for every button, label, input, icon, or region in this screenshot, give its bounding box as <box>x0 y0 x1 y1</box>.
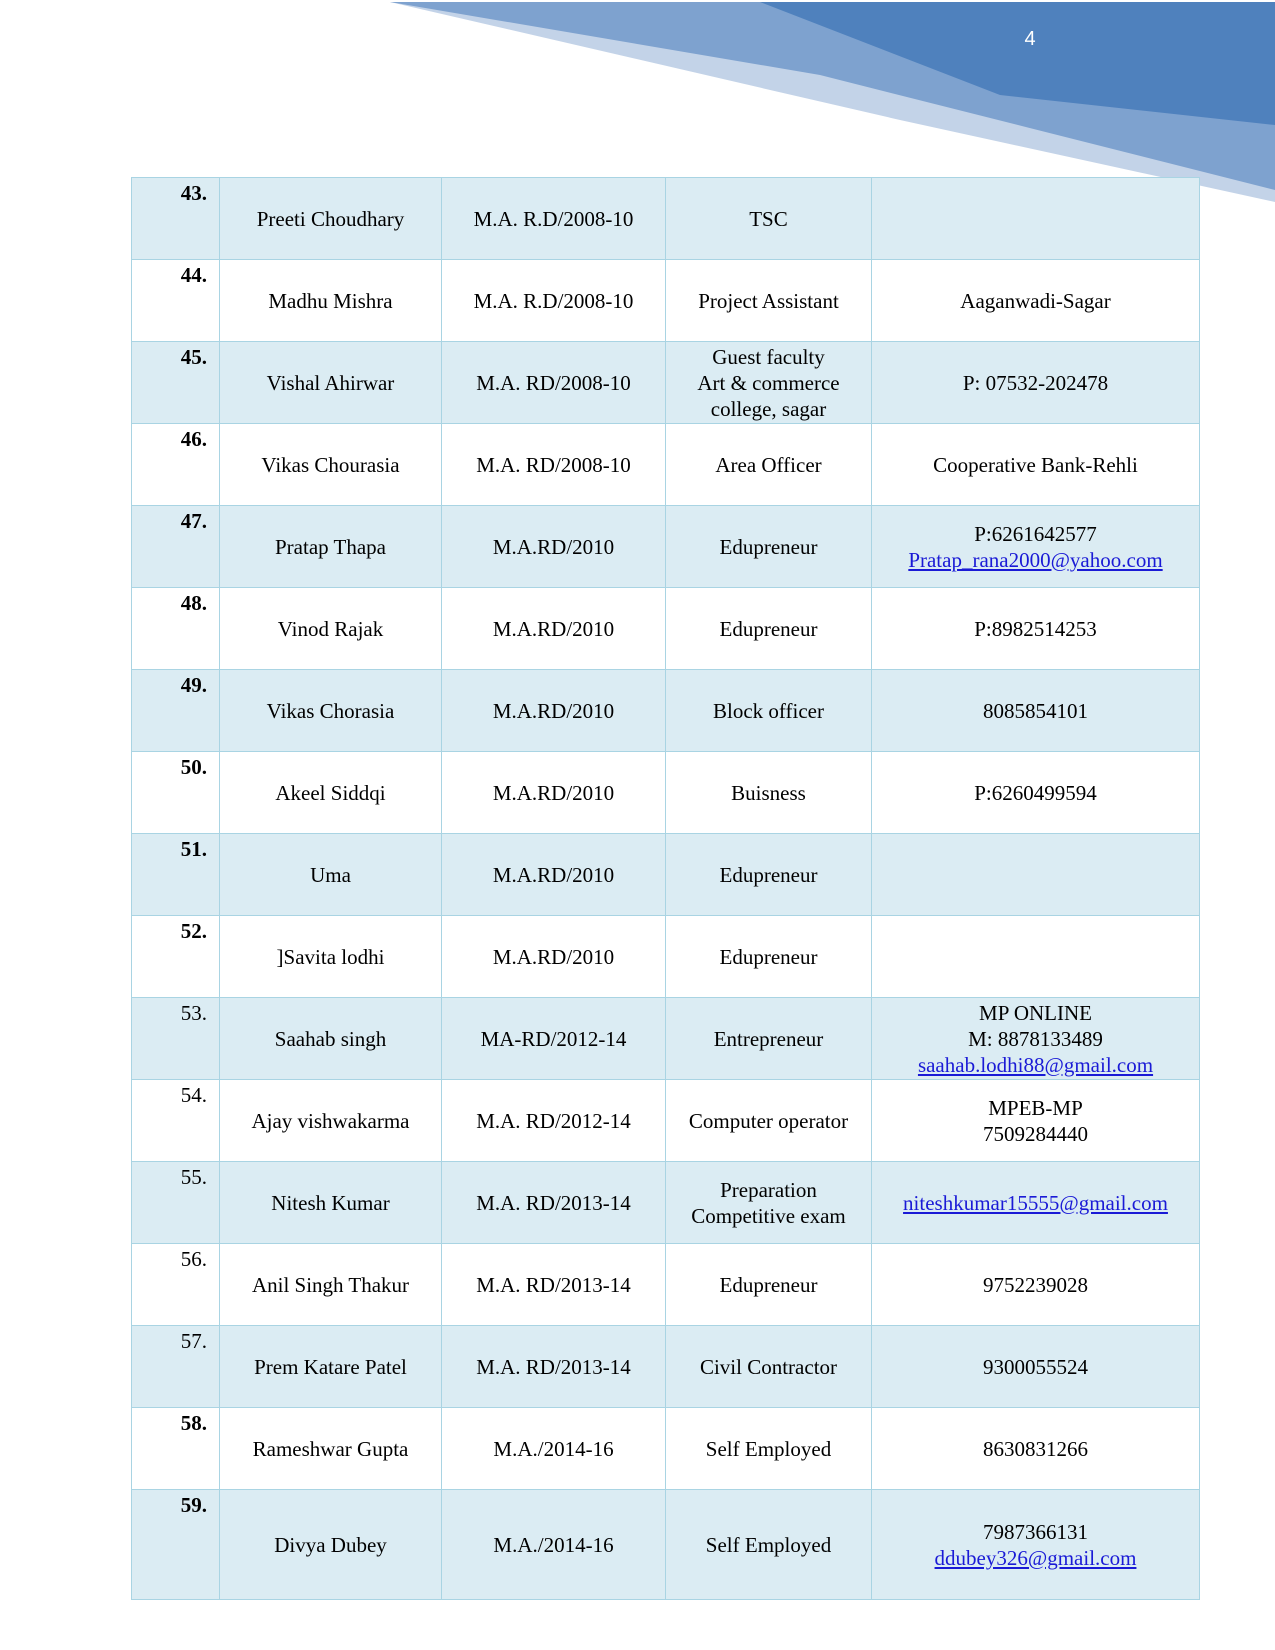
course-batch: M.A.RD/2010 <box>442 752 666 834</box>
contact-details <box>872 1408 1200 1490</box>
student-name: Saahab singh <box>220 998 442 1080</box>
table-row <box>132 1408 1200 1490</box>
row-number: 49. <box>132 670 220 752</box>
table-row <box>132 998 1200 1080</box>
occupation-line: Area Officer <box>715 452 822 477</box>
row-number: 58. <box>132 1408 220 1490</box>
student-name: Preeti Choudhary <box>220 178 442 260</box>
student-name: Madhu Mishra <box>220 260 442 342</box>
occupation-line: Competitive exam <box>691 1203 846 1228</box>
course-batch: M.A. RD/2013-14 <box>442 1162 666 1244</box>
contact-details <box>872 588 1200 670</box>
contact-line: 7509284440 <box>983 1121 1088 1146</box>
student-name: Uma <box>220 834 442 916</box>
table-row <box>132 178 1200 260</box>
contact-details <box>872 1244 1200 1326</box>
row-number: 54. <box>132 1080 220 1162</box>
contact-details <box>872 752 1200 834</box>
alumni-table <box>131 177 1200 1600</box>
table-row <box>132 752 1200 834</box>
course-batch: M.A.RD/2010 <box>442 506 666 588</box>
student-name: Ajay vishwakarma <box>220 1080 442 1162</box>
table-row <box>132 506 1200 588</box>
occupation-line: Block officer <box>713 698 824 723</box>
course-batch: M.A. R.D/2008-10 <box>442 260 666 342</box>
table-row <box>132 342 1200 424</box>
occupation-line: college, sagar <box>710 396 827 421</box>
contact-details <box>872 1080 1200 1162</box>
contact-line: 8630831266 <box>983 1436 1088 1461</box>
contact-line: M: 8878133489 <box>968 1026 1103 1051</box>
course-batch: M.A. RD/2013-14 <box>442 1326 666 1408</box>
table-row <box>132 670 1200 752</box>
table-row <box>132 1490 1200 1600</box>
row-number: 51. <box>132 834 220 916</box>
student-name: Divya Dubey <box>220 1490 442 1600</box>
course-batch: M.A. RD/2013-14 <box>442 1244 666 1326</box>
student-name: ]Savita lodhi <box>220 916 442 998</box>
table-row <box>132 1080 1200 1162</box>
occupation-line: Preparation <box>720 1177 817 1202</box>
contact-details <box>872 1162 1200 1244</box>
table-row <box>132 424 1200 506</box>
email-link[interactable]: saahab.lodhi88@gmail.com <box>917 1052 1154 1077</box>
student-name: Pratap Thapa <box>220 506 442 588</box>
alumni-table-body <box>132 178 1200 1600</box>
row-number: 59. <box>132 1490 220 1600</box>
row-number: 57. <box>132 1326 220 1408</box>
contact-details <box>872 998 1200 1080</box>
occupation <box>666 1408 872 1490</box>
contact-details <box>872 1326 1200 1408</box>
occupation <box>666 260 872 342</box>
student-name: Vikas Chourasia <box>220 424 442 506</box>
row-number: 47. <box>132 506 220 588</box>
contact-line: Aaganwadi-Sagar <box>960 288 1111 313</box>
student-name: Prem Katare Patel <box>220 1326 442 1408</box>
row-number: 45. <box>132 342 220 424</box>
occupation <box>666 752 872 834</box>
occupation <box>666 342 872 424</box>
occupation-line: Entrepreneur <box>713 1026 824 1051</box>
table-row <box>132 1162 1200 1244</box>
occupation-line: Edupreneur <box>719 616 818 641</box>
course-batch: M.A.RD/2010 <box>442 916 666 998</box>
occupation-line: Edupreneur <box>719 1272 818 1297</box>
contact-line: MP ONLINE <box>979 1000 1092 1025</box>
student-name: Anil Singh Thakur <box>220 1244 442 1326</box>
student-name: Rameshwar Gupta <box>220 1408 442 1490</box>
occupation-line: TSC <box>749 206 788 231</box>
table-row <box>132 916 1200 998</box>
row-number: 56. <box>132 1244 220 1326</box>
contact-details <box>872 342 1200 424</box>
occupation <box>666 1490 872 1600</box>
occupation-line: Edupreneur <box>719 534 818 559</box>
course-batch: M.A. RD/2012-14 <box>442 1080 666 1162</box>
student-name: Vishal Ahirwar <box>220 342 442 424</box>
contact-details <box>872 916 1200 998</box>
contact-details <box>872 178 1200 260</box>
course-batch: MA-RD/2012-14 <box>442 998 666 1080</box>
contact-line: Cooperative Bank-Rehli <box>933 452 1138 477</box>
contact-details <box>872 506 1200 588</box>
occupation-line: Guest faculty <box>712 344 825 369</box>
row-number: 43. <box>132 178 220 260</box>
contact-details <box>872 670 1200 752</box>
contact-line: 9752239028 <box>983 1272 1088 1297</box>
occupation <box>666 670 872 752</box>
occupation-line: Edupreneur <box>719 862 818 887</box>
row-number: 50. <box>132 752 220 834</box>
student-name: Nitesh Kumar <box>220 1162 442 1244</box>
contact-line: P:6260499594 <box>974 780 1097 805</box>
course-batch: M.A. RD/2008-10 <box>442 342 666 424</box>
occupation-line: Computer operator <box>688 1108 849 1133</box>
occupation <box>666 916 872 998</box>
email-link[interactable]: ddubey326@gmail.com <box>934 1545 1137 1570</box>
contact-line: P:6261642577 <box>974 521 1097 546</box>
occupation <box>666 424 872 506</box>
student-name: Akeel Siddqi <box>220 752 442 834</box>
contact-line: 8085854101 <box>983 698 1088 723</box>
course-batch: M.A.RD/2010 <box>442 834 666 916</box>
table-row <box>132 260 1200 342</box>
occupation-line: Buisness <box>731 780 806 805</box>
table-row <box>132 1244 1200 1326</box>
row-number: 55. <box>132 1162 220 1244</box>
contact-line: P: 07532-202478 <box>962 370 1109 395</box>
email-link[interactable]: Pratap_rana2000@yahoo.com <box>908 547 1163 572</box>
row-number: 48. <box>132 588 220 670</box>
course-batch: M.A. RD/2008-10 <box>442 424 666 506</box>
row-number: 44. <box>132 260 220 342</box>
occupation <box>666 1244 872 1326</box>
contact-line: P:8982514253 <box>974 616 1097 641</box>
occupation <box>666 506 872 588</box>
occupation-line: Art & commerce <box>697 370 840 395</box>
contact-details <box>872 1490 1200 1600</box>
table-row <box>132 1326 1200 1408</box>
course-batch: M.A.RD/2010 <box>442 670 666 752</box>
table-row <box>132 834 1200 916</box>
row-number: 52. <box>132 916 220 998</box>
contact-line: 9300055524 <box>983 1354 1088 1379</box>
course-batch: M.A.RD/2010 <box>442 588 666 670</box>
contact-details <box>872 424 1200 506</box>
occupation-line: Project Assistant <box>698 288 839 313</box>
occupation <box>666 1162 872 1244</box>
occupation-line: Self Employed <box>705 1436 832 1461</box>
contact-details <box>872 834 1200 916</box>
course-batch: M.A. R.D/2008-10 <box>442 178 666 260</box>
email-link[interactable]: niteshkumar15555@gmail.com <box>903 1190 1168 1215</box>
occupation <box>666 834 872 916</box>
occupation <box>666 178 872 260</box>
occupation <box>666 1080 872 1162</box>
table-row <box>132 588 1200 670</box>
course-batch: M.A./2014-16 <box>442 1490 666 1600</box>
occupation-line: Edupreneur <box>719 944 818 969</box>
student-name: Vinod Rajak <box>220 588 442 670</box>
occupation <box>666 588 872 670</box>
course-batch: M.A./2014-16 <box>442 1408 666 1490</box>
row-number: 53. <box>132 998 220 1080</box>
occupation <box>666 998 872 1080</box>
student-name: Vikas Chorasia <box>220 670 442 752</box>
contact-details <box>872 260 1200 342</box>
row-number: 46. <box>132 424 220 506</box>
occupation-line: Civil Contractor <box>699 1354 838 1379</box>
contact-line: MPEB-MP <box>988 1095 1083 1120</box>
page-number: 4 <box>1024 28 1036 50</box>
contact-line: 7987366131 <box>983 1519 1088 1544</box>
occupation-line: Self Employed <box>705 1532 832 1557</box>
occupation <box>666 1326 872 1408</box>
